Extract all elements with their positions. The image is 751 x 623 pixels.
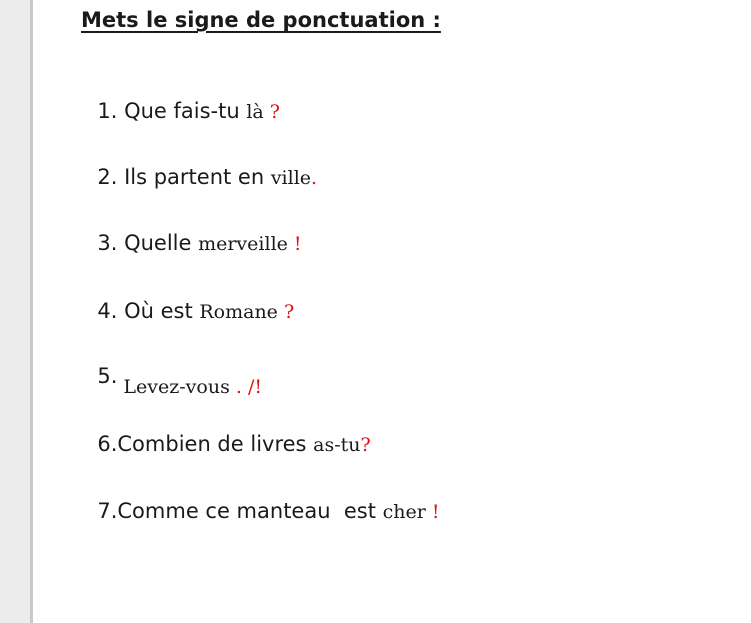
item-prompt: 4. Où est [97, 299, 200, 323]
item-prompt: 1. Que fais-tu [97, 99, 247, 123]
exercise-item-1 [84, 80, 280, 122]
item-word: as-tu [313, 434, 361, 456]
punctuation-answer: ! [287, 233, 302, 255]
page-gutter [0, 0, 30, 623]
item-word: merveille [198, 233, 288, 255]
punctuation-answer: . /! [229, 376, 262, 398]
punctuation-answer: ? [263, 101, 280, 123]
exercise-item-4 [84, 280, 294, 322]
item-word: cher [382, 501, 426, 523]
punctuation-answer: ! [425, 501, 440, 523]
punctuation-answer: . [311, 167, 318, 189]
item-prompt: 6.Combien de livres [97, 432, 314, 456]
item-word: Romane [199, 301, 278, 323]
item-word: là [246, 101, 264, 123]
exercise-item-2 [84, 146, 317, 188]
punctuation-answer: ? [277, 301, 295, 323]
item-word: Levez-vous [123, 376, 230, 398]
item-prompt: 7.Comme ce manteau est [97, 499, 383, 523]
item-prompt: 2. Ils partent en [97, 165, 271, 189]
exercise-item-3 [84, 212, 302, 254]
item-prompt: 5. [97, 364, 118, 388]
item-prompt: 3. Quelle [97, 231, 199, 255]
item-word: ville [270, 167, 312, 189]
exercise-item-5 [84, 355, 262, 397]
punctuation-answer: ? [360, 434, 371, 456]
exercise-item-6 [84, 413, 371, 455]
page-edge [30, 0, 33, 623]
worksheet-title: Mets le signe de ponctuation : [81, 8, 441, 32]
exercise-item-7 [84, 480, 440, 522]
